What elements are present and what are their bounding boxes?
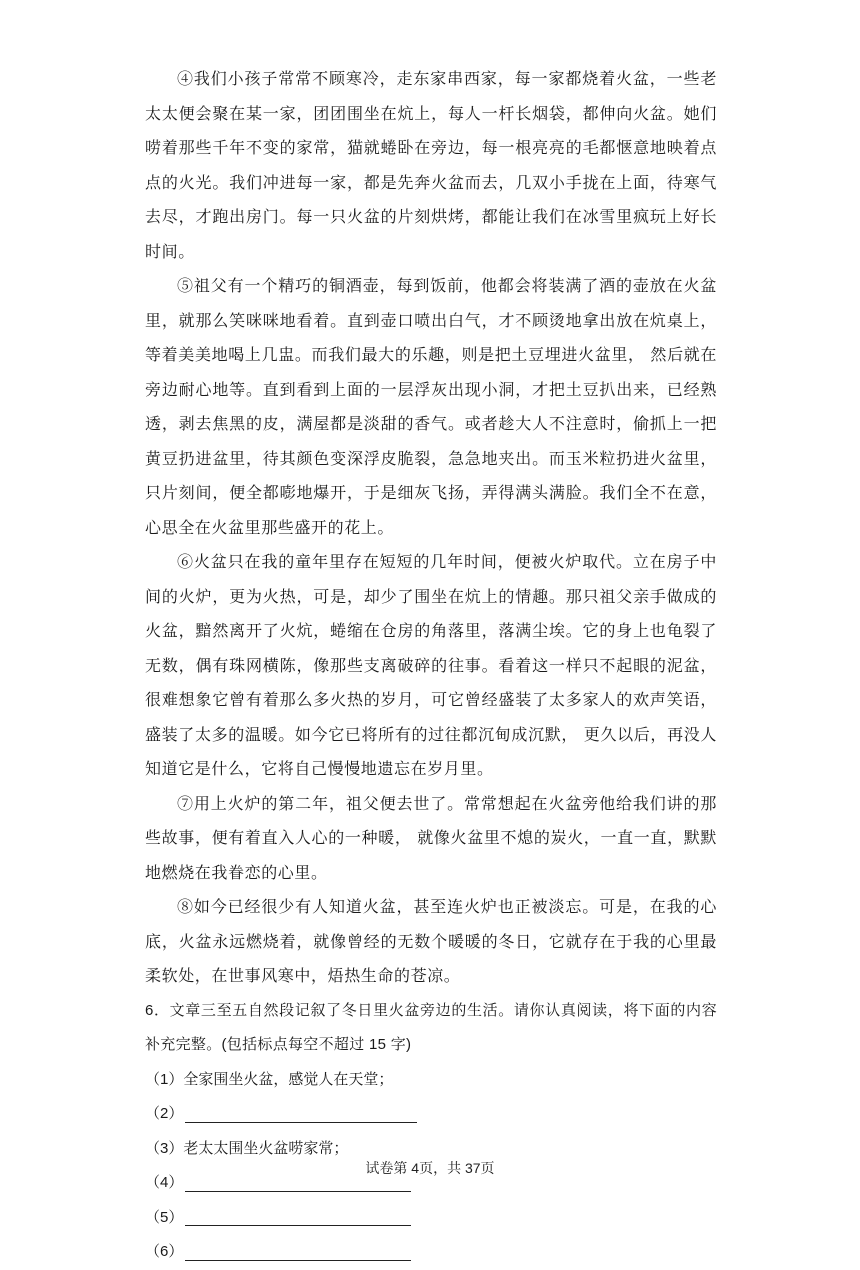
answer-number: （5） [145,1208,184,1226]
answer-number: （6） [145,1243,184,1260]
answer-item-1 [145,1063,717,1098]
document-page [145,62,717,1270]
paragraph-7: ⑦用上火炉的第二年，祖父便去世了。常常想起在火盆旁他给我们讲的那些故事，便有着直入人心的一种暖， 就像火盆里不熄的炭火，一直一直，默默地燃烧在我眷恋的心里。 [145,793,717,882]
answer-blank[interactable] [185,1244,411,1261]
answer-blank[interactable] [185,1106,417,1123]
answer-number: （2） [145,1105,184,1122]
answer-number: （3） [145,1139,184,1157]
answer-number: （1） [145,1070,184,1088]
question-stem: 6．文章三至五自然段记叙了冬日里火盆旁边的生活。请你认真阅读，将下面的内容补充完整。(包括标点每空不超过 15 字) [145,1001,717,1053]
answer-item-5 [145,1201,717,1236]
answer-blank[interactable] [185,1209,411,1226]
answer-item-6 [145,1235,717,1270]
paragraph-8: ⑧如今已经很少有人知道火盆，甚至连火炉也正被淡忘。可是，在我的心底，火盆永远燃烧着，就像曾经的无数个暖暖的冬日，它就存在于我的心里最柔软处，在世事风寒中，焐热生命的苍凉。 [145,897,717,985]
answer-text: 老太太围坐火盆唠家常； [183,1139,349,1157]
paragraph-4: ④我们小孩子常常不顾寒冷，走东家串西家，每一家都烧着火盆，一些老太太便会聚在某一家，团团围坐在炕上，每人一杆长烟袋，都伸向火盆。她们唠着那些千年不变的家常，猫就蜷卧在旁边，每一根亮亮的毛都惬意地映着点点的火光。我们冲进每一家，都是先奔火盆而去，几双小手拢在上面，待寒气去尽，才跑出房门。每一只火盆的片刻烘烤，都能让我们在冰雪里疯玩上好长时间。 [145,69,717,261]
answer-number: （4） [145,1174,184,1191]
answer-text: 全家围坐火盆，感觉人在天堂； [183,1070,394,1088]
paragraph-6: ⑥火盆只在我的童年里存在短短的几年时间，便被火炉取代。立在房子中间的火炉，更为火热，可是，却少了围坐在炕上的情趣。那只祖父亲手做成的火盆，黯然离开了火炕，蜷缩在仓房的角落里，落满尘埃。它的身上也龟裂了无数，偶有珠网横陈，像那些支离破碎的往事。看着这一样只不起眼的泥盆，很难想象它曾有着那么多火热的岁月，可它曾经盛装了太多家人的欢声笑语，盛装了太多的温暖。如今它已将所有的过往都沉甸成沉默， 更久以后，再没人知道它是什么，它将自己慢慢地遗忘在岁月里。 [145,552,717,778]
page-footer: 试卷第 4页，共 37页 [365,1160,495,1176]
paragraph-5: ⑤祖父有一个精巧的铜酒壶，每到饭前，他都会将装满了酒的壶放在火盆里，就那么笑咪咪地看着。直到壶口喷出白气，才不顾烫地拿出放在炕桌上，等着美美地喝上几盅。而我们最大的乐趣，则是把土豆埋进火盆里， 然后就在旁边耐心地等。直到看到上面的一层浮灰出现小洞，才把土豆扒出来，已经熟透，剥去焦黑的皮，满屋都是淡甜的香气。或者趁大人不注意时，偷抓上一把黄豆扔进盆里，待其颜色变深浮皮脆裂，急急地夹出。而玉米粒扔进火盆里，只片刻间，便全都嘭地爆开，于是细灰飞扬，弄得满头满脸。我们全不在意，心思全在火盆里那些盛开的花上。 [145,276,717,537]
answer-item-2 [145,1097,717,1132]
